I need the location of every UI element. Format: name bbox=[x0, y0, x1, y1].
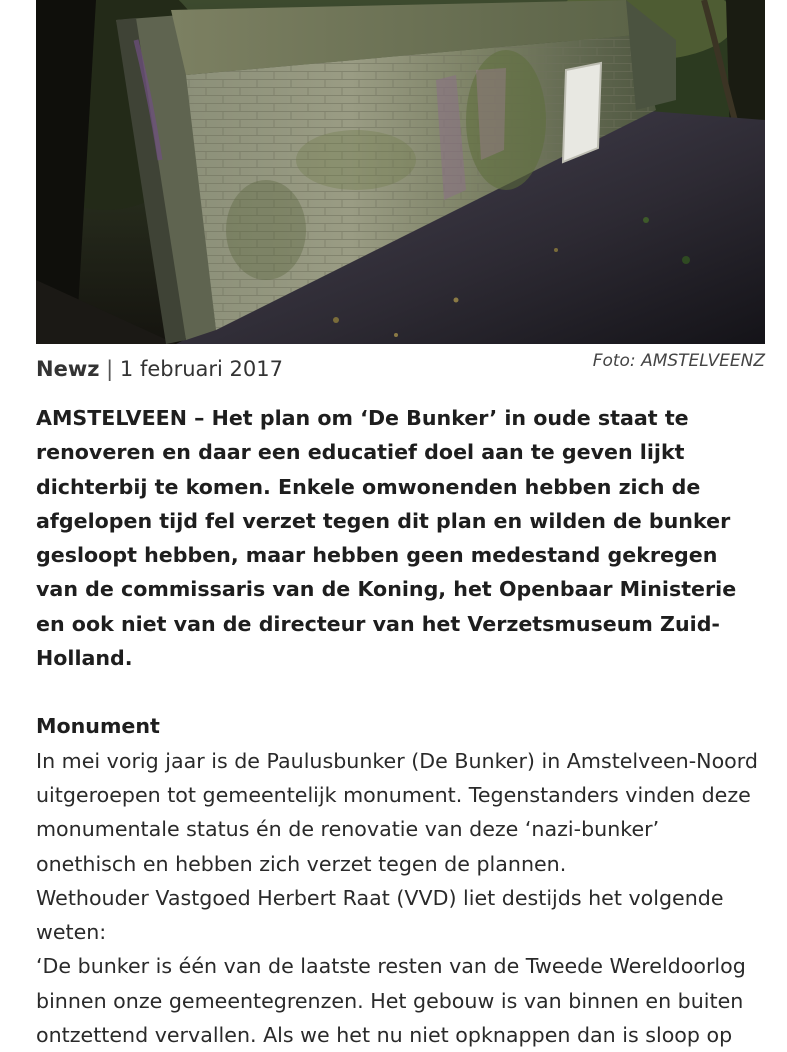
section-heading: Monument bbox=[36, 714, 160, 739]
article-paragraph: ‘De bunker is één van de laatste resten van de Tweede Wereldoorlog binnen onze gemeentegrenzen. Het gebouw is van binnen en buiten ontzettend vervallen. Als we het nu niet opknappen dan is sloop op bbox=[36, 954, 746, 1048]
byline-separator: | bbox=[106, 357, 114, 381]
publish-date: 1 februari 2017 bbox=[119, 357, 283, 381]
article-paragraph: In mei vorig jaar is de Paulusbunker (De Bunker) in Amstelveen-Noord uitgeroepen tot gemeentelijk monument. Tegenstanders vinden deze monumentale status én de renovatie van deze ‘nazi-bunker’ onethisch en hebben zich verzet tegen de plannen. bbox=[36, 748, 758, 876]
photo-credit: Foto: AMSTELVEENZ bbox=[592, 351, 765, 371]
article-body bbox=[36, 401, 765, 1052]
source-name[interactable]: Newz bbox=[36, 357, 100, 381]
article-meta bbox=[36, 352, 765, 386]
article-lede: AMSTELVEEN – Het plan om ‘De Bunker’ in oude staat te renoveren en daar een educatief doel aan te geven lijkt dichterbij te komen. Enkele omwonenden hebben zich de afgelopen tijd fel verzet tegen dit plan en wilden de bunker gesloopt hebben, maar hebben geen medestand gekregen van de commissaris van de Koning, het Openbaar Ministerie en ook niet van de directeur van het Verzetsmuseum Zuid-Holland. bbox=[36, 406, 737, 671]
article-paragraph: Wethouder Vastgoed Herbert Raat (VVD) liet destijds het volgende weten: bbox=[36, 885, 724, 945]
byline bbox=[36, 357, 283, 381]
article-photo bbox=[36, 0, 765, 344]
